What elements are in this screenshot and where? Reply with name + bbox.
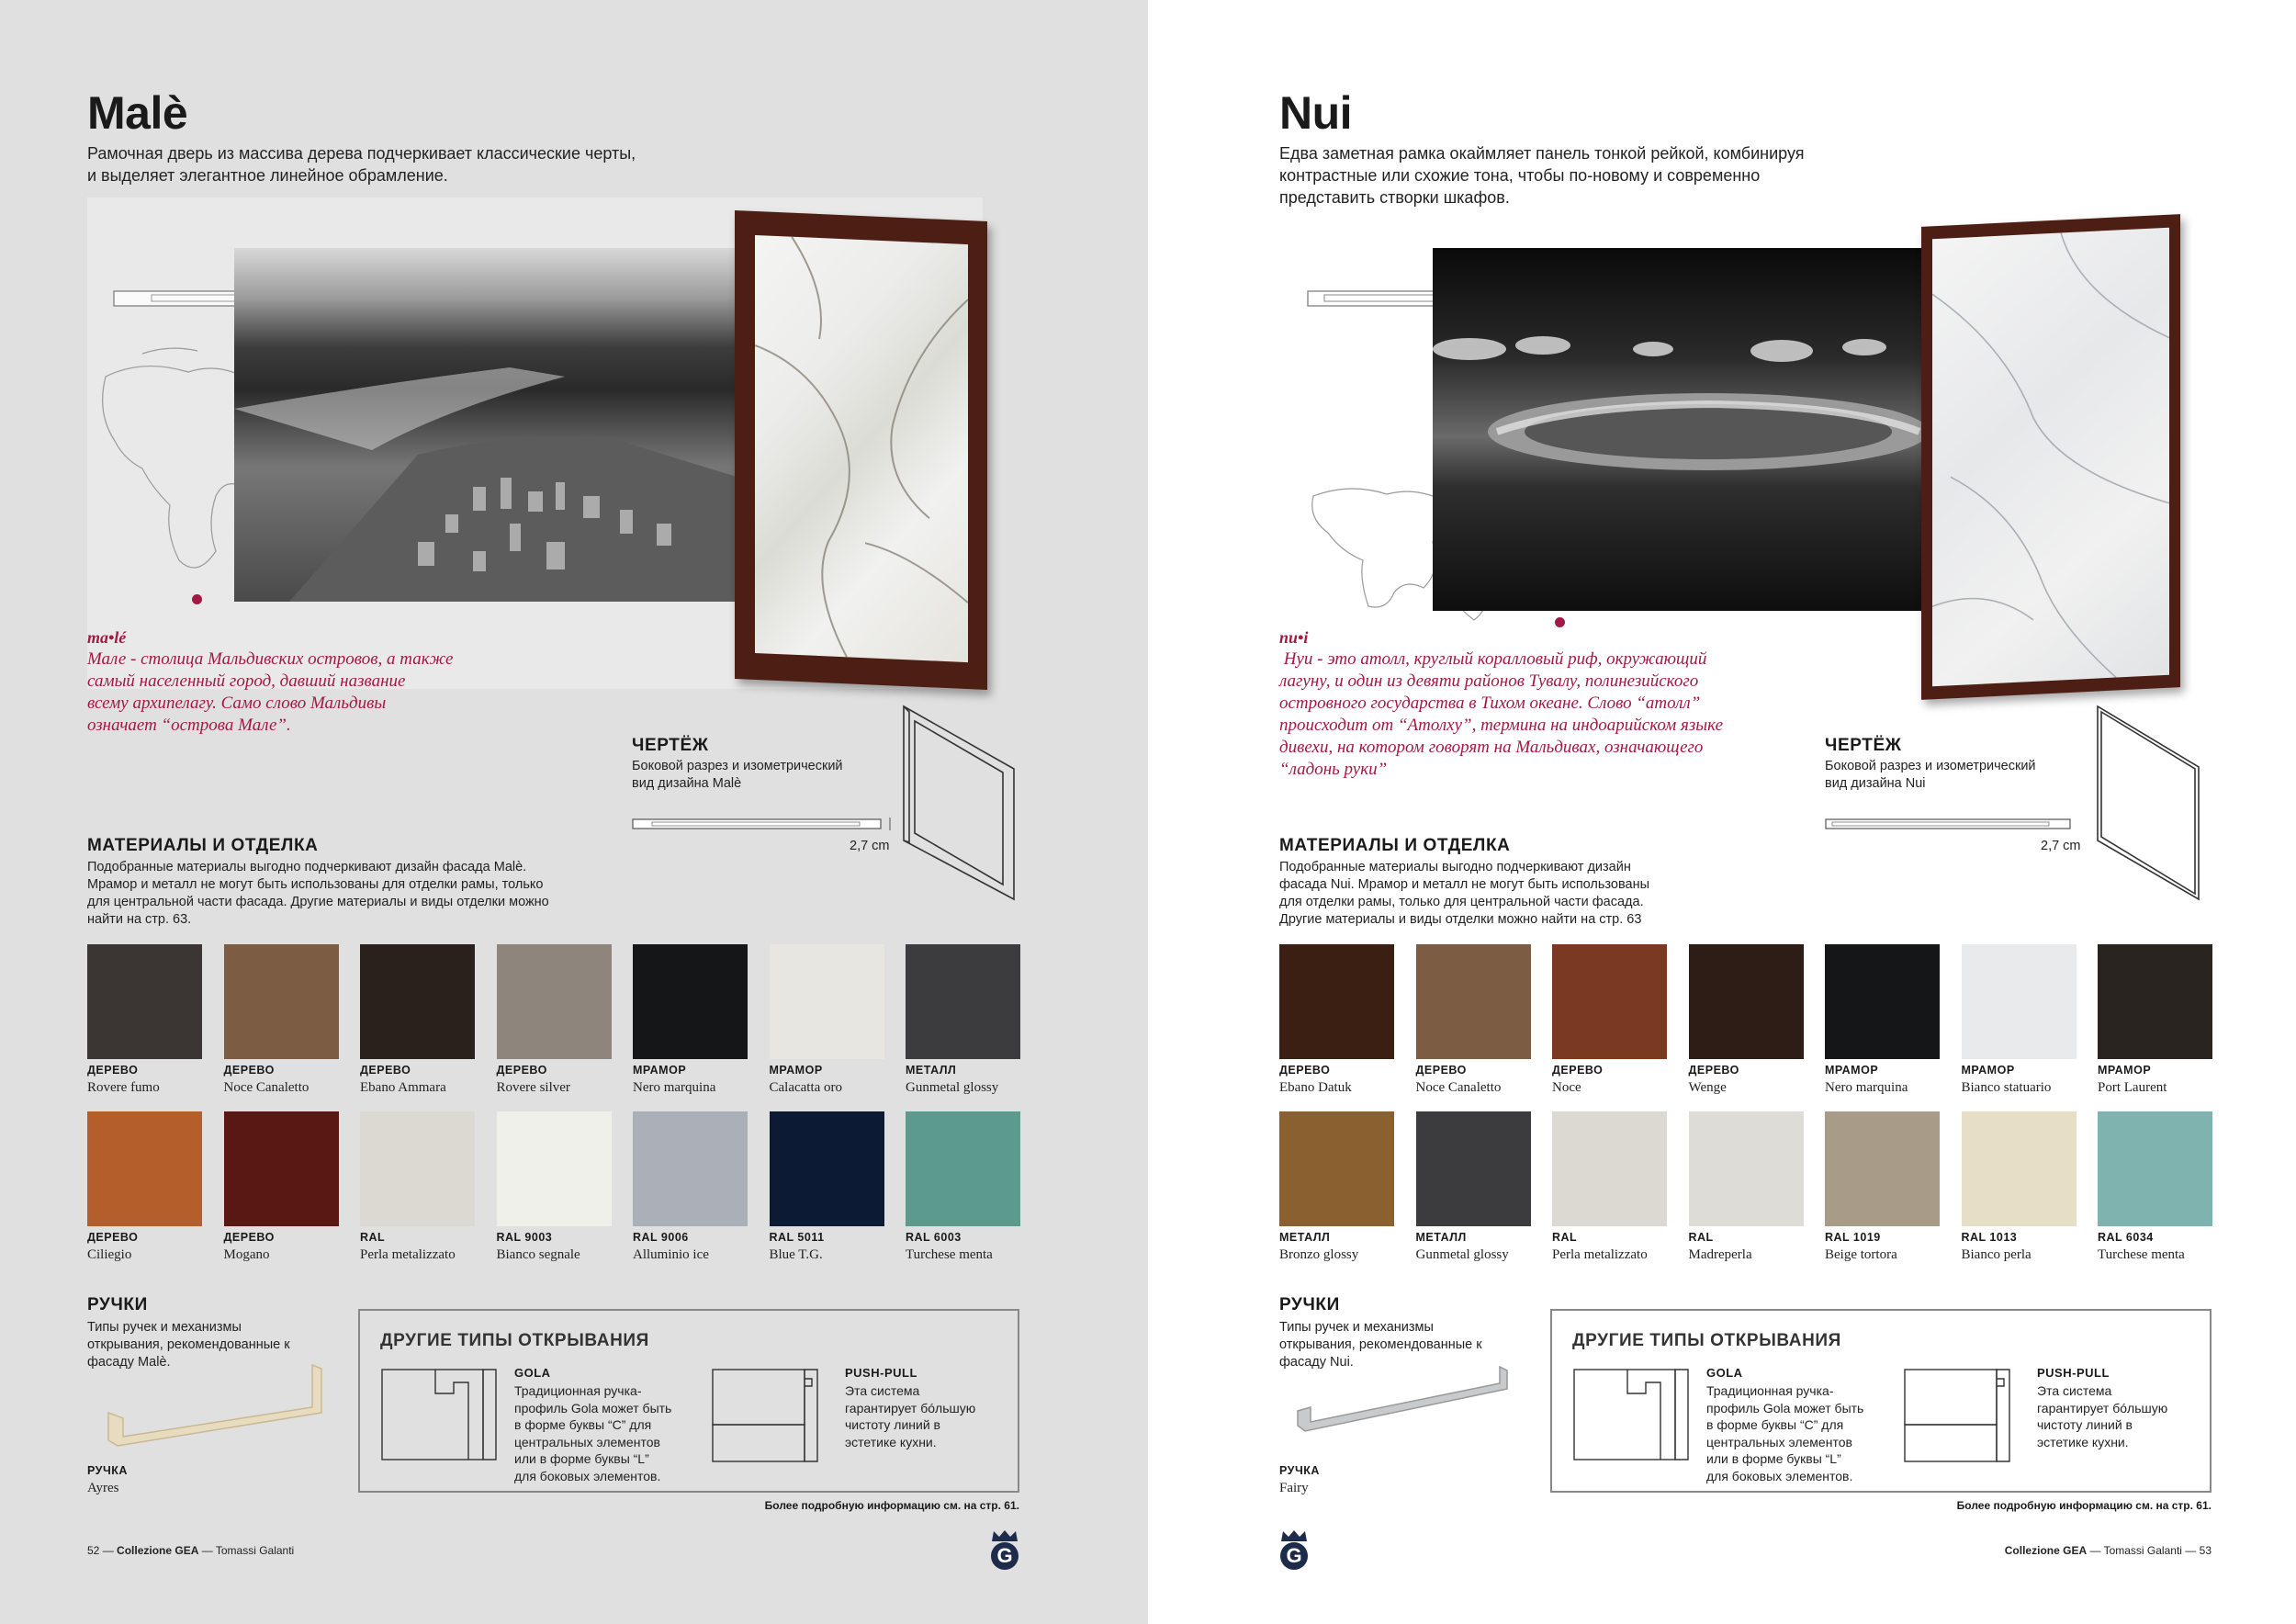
swatch-gunmetal-glossy <box>906 944 1020 1059</box>
swatch-name: Noce Canaletto <box>223 1080 310 1095</box>
page-title: Nui <box>1279 87 1353 139</box>
more-info: Более подробную информацию см. на стр. 61. <box>1956 1499 2212 1512</box>
crown-icon <box>990 1529 1019 1542</box>
swatch-category: МРАМОР <box>2098 1064 2152 1077</box>
opening-types-box <box>358 1309 1019 1493</box>
swatch-category: RAL <box>1552 1231 1578 1244</box>
swatch-name: Turchese menta <box>906 1247 993 1262</box>
swatch-category: RAL 9003 <box>496 1231 553 1244</box>
swatch-category: ДЕРЕВО <box>223 1231 275 1244</box>
drawing-section-profile <box>632 816 891 838</box>
more-info: Более подробную информацию см. на стр. 61. <box>764 1499 1019 1512</box>
handle-name: Ayres <box>87 1481 119 1495</box>
swatch-name: Alluminio ice <box>633 1247 709 1262</box>
handle-name: Fairy <box>1279 1481 1309 1495</box>
swatch-name: Nero marquina <box>1825 1080 1908 1095</box>
handle-label: РУЧКА <box>1279 1464 1320 1477</box>
swatch-name: Calacatta oro <box>769 1080 843 1095</box>
push-pull-icon <box>1903 1366 2022 1467</box>
swatch-category: ДЕРЕВО <box>496 1064 547 1077</box>
atoll-photo-detail <box>1433 248 1929 611</box>
nui-atoll-photo <box>1433 248 1929 611</box>
intro-text: Едва заметная рамка окаймляет панель тонкой рейкой, комбинируя контрастные или схожие тона, чтобы по-новому и современно представить створки шкафов. <box>1279 144 1805 207</box>
swatch-name: Bianco perla <box>1961 1247 2032 1262</box>
handle-ayres-icon <box>101 1358 331 1459</box>
swatch-bianco-statuario <box>1962 944 2077 1059</box>
swatch-category: МЕТАЛЛ <box>906 1064 957 1077</box>
drawing-section-profile <box>1825 816 2073 838</box>
materials-text: Подобранные материалы выгодно подчеркивают дизайн фасада Malè. Мрамор и металл не могут быть использованы для отделки рамы, только для центральной части фасада. Другие материалы и виды отделки можно найти на стр. 63. <box>87 860 549 927</box>
opening-types-box <box>1550 1309 2212 1493</box>
location-dot <box>192 594 202 604</box>
swatch-name: Nero marquina <box>633 1080 716 1095</box>
swatch-perla-metalizzato <box>360 1111 475 1226</box>
swatch-category: RAL 1013 <box>1961 1231 2018 1244</box>
swatch-category: МРАМОР <box>1961 1064 2015 1077</box>
swatch-category: МЕТАЛЛ <box>1279 1231 1331 1244</box>
swatch-rovere-fumo <box>87 944 202 1059</box>
swatch-noce-canaletto <box>1416 944 1531 1059</box>
page-title: Malè <box>87 87 188 139</box>
swatch-ciliegio <box>87 1111 202 1226</box>
gola-title: GOLA <box>514 1366 551 1380</box>
male-city-photo <box>234 248 739 602</box>
swatch-name: Mogano <box>223 1247 270 1262</box>
swatch-category: RAL 6034 <box>2098 1231 2154 1244</box>
swatch-beige-tortora <box>1825 1111 1940 1226</box>
handle-fairy-icon <box>1290 1358 1520 1440</box>
gola-profile-icon <box>1572 1366 1692 1467</box>
swatch-noce-canaletto <box>224 944 339 1059</box>
swatch-category: ДЕРЕВО <box>223 1064 275 1077</box>
footer: 52 — Collezione GEA — Tomassi Galanti <box>87 1544 295 1557</box>
swatch-category: RAL 5011 <box>769 1231 825 1244</box>
swatch-name: Ebano Ammara <box>360 1080 446 1095</box>
word-mark: ma•lé <box>87 628 127 647</box>
materials-title: МАТЕРИАЛЫ И ОТДЕЛКА <box>87 836 319 855</box>
swatch-name: Bronzo glossy <box>1279 1247 1359 1262</box>
materials-text: Подобранные материалы выгодно подчеркивают дизайн фасада Nui. Мрамор и металл не могут быть использованы для отделки рамы, только для центральной части фасада. Другие материалы и виды отделки можно найти на стр. 63 <box>1279 860 1650 927</box>
swatch-bianco-segnale <box>497 1111 612 1226</box>
intro-text: Рамочная дверь из массива дерева подчеркивает классические черты, и выделяет элегантное линейное обрамление. <box>87 144 636 185</box>
swatch-name: Gunmetal glossy <box>1415 1247 1509 1262</box>
swatch-name: Gunmetal glossy <box>906 1080 999 1095</box>
swatch-calacatta-oro <box>770 944 884 1059</box>
swatch-rovere-silver <box>497 944 612 1059</box>
swatch-name: Rovere fumo <box>87 1080 160 1095</box>
swatch-ebano-datuk <box>1279 944 1394 1059</box>
swatch-name: Ebano Datuk <box>1279 1080 1352 1095</box>
push-pull-text: Эта система гарантирует бóльшую чистоту линий в эстетике кухни. <box>845 1383 976 1449</box>
swatch-name: Wenge <box>1688 1080 1727 1095</box>
swatch-category: МРАМОР <box>1825 1064 1879 1077</box>
swatch-category: ДЕРЕВО <box>1552 1064 1604 1077</box>
brand-logo: G <box>990 1529 1019 1572</box>
handles-text: Типы ручек и механизмы открывания, рекомендованные к фасаду Nui. <box>1279 1320 1482 1370</box>
swatch-ebano-ammara <box>360 944 475 1059</box>
swatch-name: Port Laurent <box>2098 1080 2167 1095</box>
handles-title: РУЧКИ <box>87 1295 148 1314</box>
swatch-name: Noce <box>1552 1080 1581 1095</box>
swatch-name: Beige tortora <box>1825 1247 1897 1262</box>
word-mark: nu•i <box>1279 628 1309 647</box>
swatch-alluminio-ice <box>633 1111 748 1226</box>
swatch-mogano <box>224 1111 339 1226</box>
materials-title: МАТЕРИАЛЫ И ОТДЕЛКА <box>1279 836 1511 855</box>
drawing-text: Боковой разрез и изометрический вид дизайна Nui <box>1825 759 2036 791</box>
door-frame-nui <box>1921 214 2180 700</box>
box-title: ДРУГИЕ ТИПЫ ОТКРЫВАНИЯ <box>1572 1331 1841 1350</box>
swatch-category: RAL <box>1688 1231 1714 1244</box>
push-pull-title: PUSH-PULL <box>845 1366 917 1380</box>
swatch-category: RAL 6003 <box>906 1231 962 1244</box>
swatch-category: ДЕРЕВО <box>360 1064 411 1077</box>
drawing-text: Боковой разрез и изометрический вид дизайна Malè <box>632 759 843 791</box>
swatch-wenge <box>1689 944 1804 1059</box>
swatch-name: Bianco statuario <box>1961 1080 2052 1095</box>
swatch-port-laurent <box>2098 944 2212 1059</box>
swatch-category: RAL <box>360 1231 386 1244</box>
swatch-name: Blue T.G. <box>769 1247 823 1262</box>
gola-text: Традиционная ручка- профиль Gola может быть в форме буквы “С” для центральных элементов или в форме буквы “L” для боковых элементов. <box>1706 1383 1864 1483</box>
city-photo-detail <box>234 248 739 602</box>
swatch-category: МРАМОР <box>633 1064 687 1077</box>
marble-panel <box>755 235 968 662</box>
swatch-madreperla <box>1689 1111 1804 1226</box>
drawing-dimension: 2,7 cm <box>2041 839 2081 853</box>
crown-icon <box>1279 1529 1309 1542</box>
swatch-turchese-menta <box>2098 1111 2212 1226</box>
city-description: Мале - столица Мальдивских островов, а также самый населенный город, давший название всему архипелагу. Само слово Мальдивы означает “острова Мале”. <box>87 649 454 735</box>
drawing-title: ЧЕРТЁЖ <box>632 736 709 755</box>
footer: Collezione GEA — Tomassi Galanti — 53 <box>2004 1544 2212 1557</box>
right-page <box>1148 0 2296 1624</box>
marble-veins <box>755 235 968 662</box>
drawing-title: ЧЕРТЁЖ <box>1825 736 1902 755</box>
swatch-category: ДЕРЕВО <box>1688 1064 1739 1077</box>
swatch-category: ДЕРЕВО <box>87 1064 139 1077</box>
gola-title: GOLA <box>1706 1366 1743 1380</box>
swatch-category: ДЕРЕВО <box>1415 1064 1467 1077</box>
isometric-door-drawing <box>900 703 1021 903</box>
marble-panel <box>1932 228 2169 687</box>
push-pull-icon <box>711 1366 830 1467</box>
push-pull-title: PUSH-PULL <box>2037 1366 2110 1380</box>
swatch-gunmetal-glossy <box>1416 1111 1531 1226</box>
swatch-bronzo-glossy <box>1279 1111 1394 1226</box>
swatch-name: Turchese menta <box>2098 1247 2185 1262</box>
swatch-category: RAL 9006 <box>633 1231 689 1244</box>
swatch-category: RAL 1019 <box>1825 1231 1881 1244</box>
swatch-blue-t-g- <box>770 1111 884 1226</box>
swatch-name: Perla metalizzato <box>1552 1247 1648 1262</box>
drawing-dimension: 2,7 cm <box>850 839 890 853</box>
atoll-description: Нуи - это атолл, круглый коралловый риф, окружающий лагуну, и один из девяти районов Тувалу, полинезийского островного государства в Тихом океане. Слово “атолл” происходит от “Атолху”, термина на индоарийском языке дивехи, на котором говорят на Мальдивах, означающего “ладонь руки” <box>1279 649 1724 779</box>
swatch-nero-marquina <box>1825 944 1940 1059</box>
marble-veins <box>1932 228 2169 687</box>
swatch-perla-metalizzato <box>1552 1111 1667 1226</box>
isometric-door-drawing <box>2094 703 2202 903</box>
swatch-name: Perla metalizzato <box>360 1247 456 1262</box>
handle-label: РУЧКА <box>87 1464 128 1477</box>
swatch-name: Noce Canaletto <box>1415 1080 1502 1095</box>
swatch-turchese-menta <box>906 1111 1020 1226</box>
swatch-category: ДЕРЕВО <box>1279 1064 1331 1077</box>
swatch-name: Rovere silver <box>496 1080 570 1095</box>
gola-text: Традиционная ручка- профиль Gola может быть в форме буквы “С” для центральных элементов или в форме буквы “L” для боковых элементов. <box>514 1383 672 1483</box>
swatch-name: Ciliegio <box>87 1247 132 1262</box>
swatch-category: МРАМОР <box>769 1064 823 1077</box>
box-title: ДРУГИЕ ТИПЫ ОТКРЫВАНИЯ <box>380 1331 649 1350</box>
push-pull-text: Эта система гарантирует бóльшую чистоту линий в эстетике кухни. <box>2037 1383 2168 1449</box>
swatch-category: ДЕРЕВО <box>87 1231 139 1244</box>
swatch-noce <box>1552 944 1667 1059</box>
swatch-category: МЕТАЛЛ <box>1415 1231 1467 1244</box>
door-frame-male <box>735 210 987 690</box>
handles-title: РУЧКИ <box>1279 1295 1340 1314</box>
handles-text: Типы ручек и механизмы открывания, рекомендованные к фасаду Malè. <box>87 1320 290 1370</box>
location-dot <box>1555 617 1565 627</box>
swatch-name: Madreperla <box>1688 1247 1752 1262</box>
swatch-bianco-perla <box>1962 1111 2077 1226</box>
swatch-name: Bianco segnale <box>496 1247 580 1262</box>
brand-logo: G <box>1279 1529 1309 1572</box>
swatch-nero-marquina <box>633 944 748 1059</box>
gola-profile-icon <box>380 1366 500 1467</box>
